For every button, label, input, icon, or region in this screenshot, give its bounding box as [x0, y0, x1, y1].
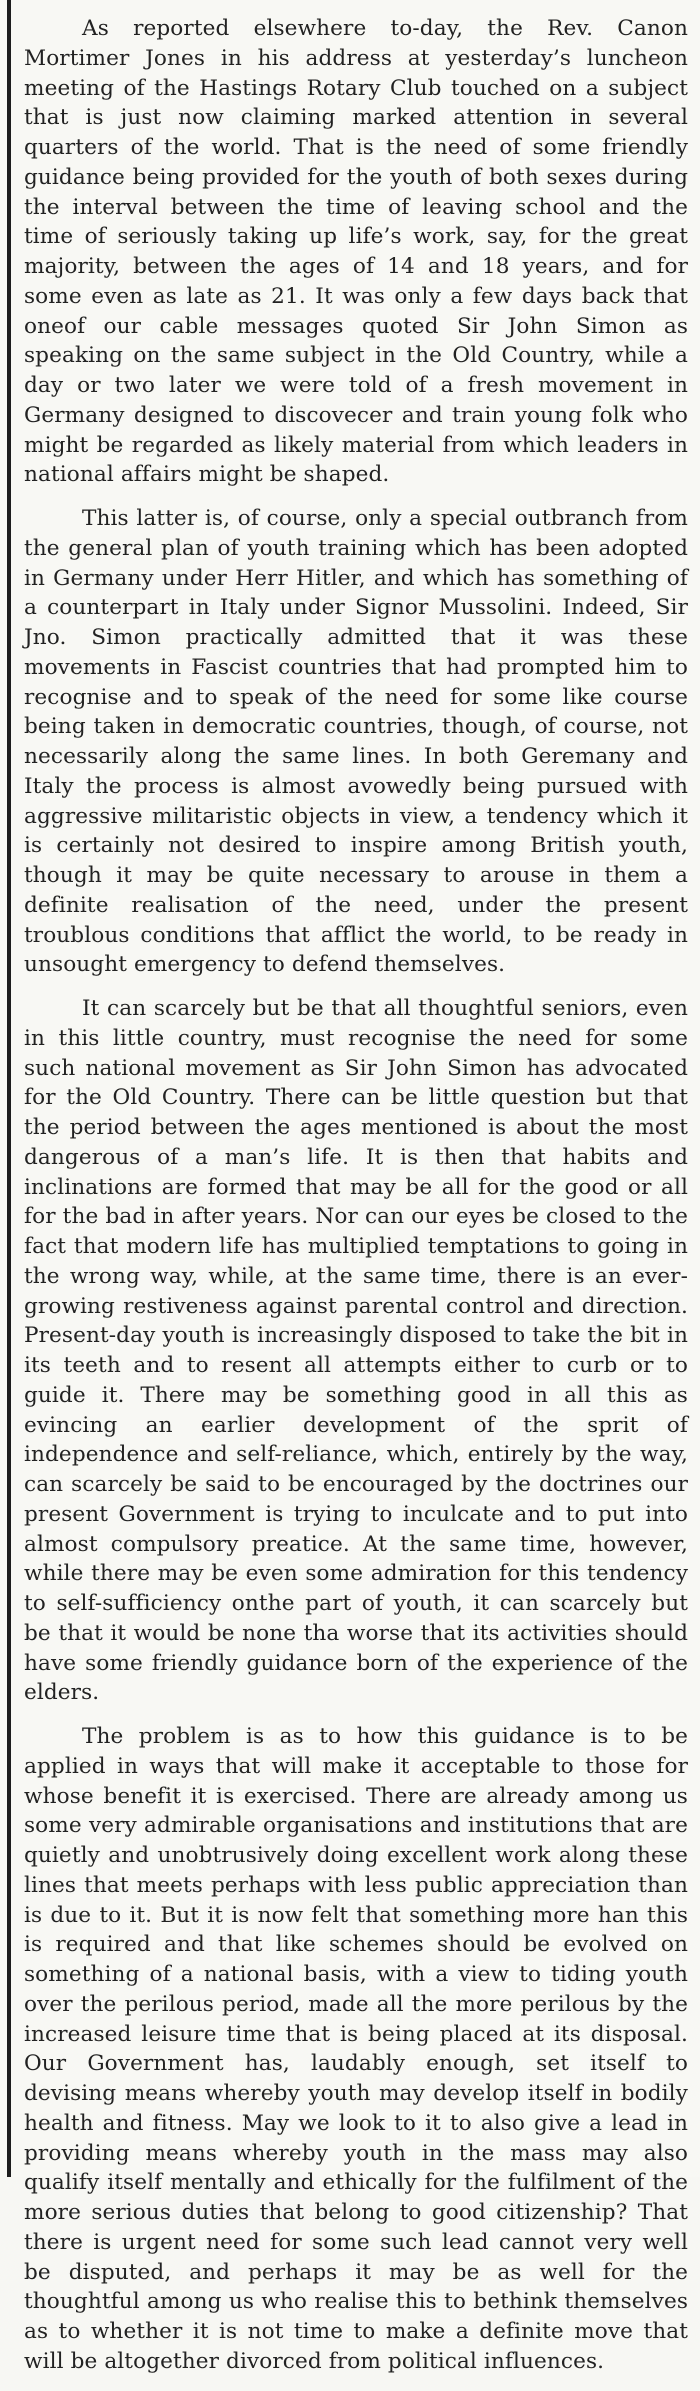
column-rule [7, 0, 11, 2177]
paragraph-2: This latter is, of course, only a special outbranch from the general plan of youth training which has been adopted in Germany under Herr Hitler, and which has something of a counterpart in Italy under Signor Mussolini. Indeed, Sir Jno. Simon practically admitted that it was these movements in Fascist countries that had prompted him to recognise and to speak of the need for some like course being taken in democratic countries, though, of course, not necessarily along the same lines. In both Geremany and Italy the process is almost avowedly being pursued with aggressive militaristic objects in view, a tendency which it is certainly not desired to inspire among British youth, though it may be quite necessary to arouse in them a definite realisation of the need, under the present troublous conditions that afflict the world, to be ready in unsought emergency to defend themselves. [24, 506, 688, 978]
paragraph-4: The problem is as to how this guidance is to be applied in ways that will make it acceptable to those for whose benefit it is exercised. There are already among us some very admirable organisations and institutions that are quietly and unobtrusively doing excellent work along these lines that meets perhaps with less public appreciation than is due to it. But it is now felt that something more han this is required and that like schemes should be evolved on something of a national basis, with a view to tiding youth over the perilous period, made all the more perilous by the increased leisure time that is being placed at its disposal. Our Government has, laudably enough, set itself to devising means whereby youth may develop itself in bodily health and fitness. May we look to it to also give a lead in providing means whereby youth in the mass may also qualify itself mentally and ethically for the fulfilment of the more serious duties that belong to good citizenship? That there is urgent need for some such lead cannot very well be disputed, and perhaps it may be as well for the thoughtful among us who realise this to bethink themselves as to whether it is not time to make a definite move that will be altogether divorced from political influences. [24, 1724, 688, 2374]
article-column [24, 14, 688, 2391]
paragraph-3: It can scarcely but be that all thoughtful seniors, even in this little country, must recognise the need for some such national movement as Sir John Simon has advocated for the Old Country. There can be little question but that the period between the ages mentioned is about the most dangerous of a man’s life. It is then that habits and inclinations are formed that may be all for the good or all for the bad in after years. Nor can our eyes be closed to the fact that modern life has multiplied temptations to going in the wrong way, while, at the same time, there is an ever-growing restiveness against parental control and direction. Present-day youth is increasingly disposed to take the bit in its teeth and to resent all attempts either to curb or to guide it. There may be something good in all this as evincing an earlier development of the sprit of independence and self-reliance, which, entirely by the way, can scarcely be said to be encouraged by the doctrines our present Government is trying to inculcate and to put into almost compulsory preatice. At the same time, however, while there may be even some admiration for this tendency to self-sufficiency onthe part of youth, it can scarcely but be that it would be none tha worse that its activities should have some friendly guidance born of the experience of the elders. [24, 996, 688, 1706]
paragraph-1: As reported elsewhere to-day, the Rev. Canon Mortimer Jones in his address at yesterday’s luncheon meeting of the Hastings Rotary Club touched on a subject that is just now claiming marked attention in several quarters of the world. That is the need of some friendly guidance being provided for the youth of both sexes during the interval between the time of leaving school and the time of seriously taking up life’s work, say, for the great majority, between the ages of 14 and 18 years, and for some even as late as 21. It was only a few days back that oneof our cable messages quoted Sir John Simon as speaking on the same subject in the Old Country, while a day or two later we were told of a fresh movement in Germany designed to discovecer and train young folk who might be regarded as likely material from which leaders in national affairs might be shaped. [24, 16, 688, 488]
